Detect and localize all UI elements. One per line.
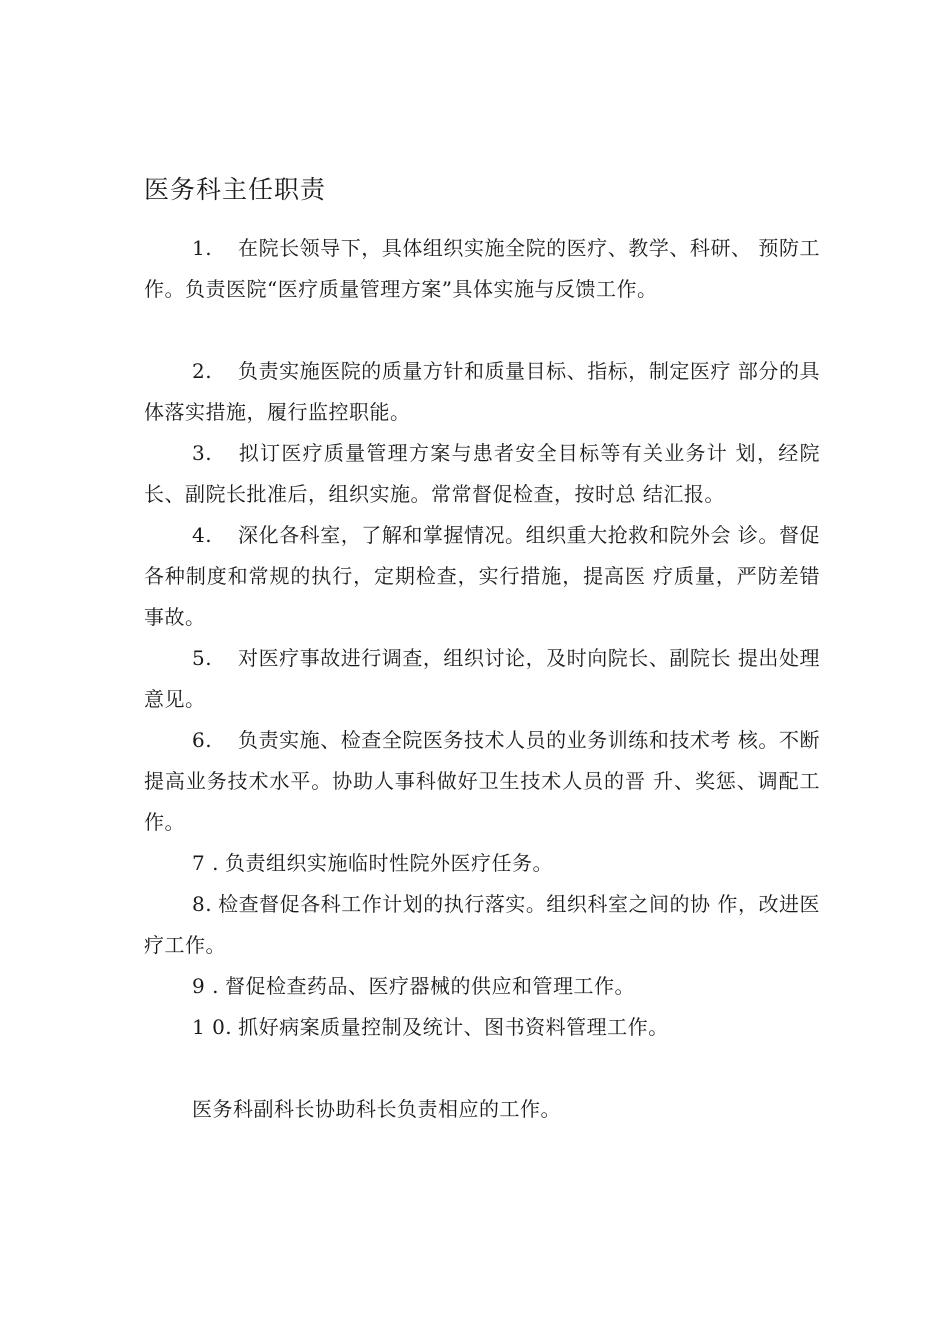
item-number: 9 . xyxy=(192,974,219,998)
item-number: 8. xyxy=(192,892,213,916)
list-item-10 xyxy=(144,1007,820,1048)
item-number: 3. xyxy=(192,441,213,465)
item-number: 4. xyxy=(192,523,213,547)
list-item-6 xyxy=(144,720,820,843)
item-text: 负责组织实施临时性院外医疗任务。 xyxy=(224,851,553,875)
list-item-2 xyxy=(144,351,820,433)
item-text: 负责实施、检查全院医务技术人员的业务训练和技术考 核。不断提高业务技术水平。协助人事科做好卫生技术人员的晋 升、奖惩、调配工作。 xyxy=(144,728,820,834)
paragraph-gap xyxy=(144,310,820,351)
item-number: 6. xyxy=(192,728,213,752)
list-item-4 xyxy=(144,515,820,638)
item-text: 在院长领导下，具体组织实施全院的医疗、教学、科研、 预防工作。负责医院“医疗质量管理方案”具体实施与反馈工作。 xyxy=(144,236,820,301)
list-item-8 xyxy=(144,884,820,966)
item-number: 2. xyxy=(192,359,213,383)
page-title: 医务科主任职责 xyxy=(144,175,327,204)
item-number: 5. xyxy=(192,646,213,670)
item-text: 督促检查药品、医疗器械的供应和管理工作。 xyxy=(224,974,635,998)
paragraph-gap xyxy=(144,1048,820,1089)
item-text: 对医疗事故进行调查，组织讨论，及时向院长、副院长 提出处理意见。 xyxy=(144,646,820,711)
item-text: 负责实施医院的质量方针和质量目标、指标，制定医疗 部分的具体落实措施，履行监控职能。 xyxy=(144,359,820,424)
list-item-7 xyxy=(144,843,820,884)
list-item-5 xyxy=(144,638,820,720)
item-number: 7 . xyxy=(192,851,219,875)
footer-note: 医务科副科长协助科长负责相应的工作。 xyxy=(192,1097,561,1121)
item-text: 深化各科室，了解和掌握情况。组织重大抢救和院外会 诊。督促各种制度和常规的执行，定期检查，实行措施，提高医 疗质量，严防差错事故。 xyxy=(144,523,820,629)
list-item-3 xyxy=(144,433,820,515)
item-text: 抓好病案质量控制及统计、图书资料管理工作。 xyxy=(238,1015,669,1039)
item-text: 检查督促各科工作计划的执行落实。组织科室之间的协 作，改进医疗工作。 xyxy=(144,892,820,957)
item-text: 拟订医疗质量管理方案与患者安全目标等有关业务计 划，经院长、副院长批准后，组织实施。常常督促检查，按时总 结汇报。 xyxy=(144,441,820,506)
item-number: 1. xyxy=(192,236,213,260)
item-number: 1 0. xyxy=(192,1015,233,1039)
list-item-9 xyxy=(144,966,820,1007)
document-body xyxy=(144,228,820,1130)
list-item-1 xyxy=(144,228,820,310)
